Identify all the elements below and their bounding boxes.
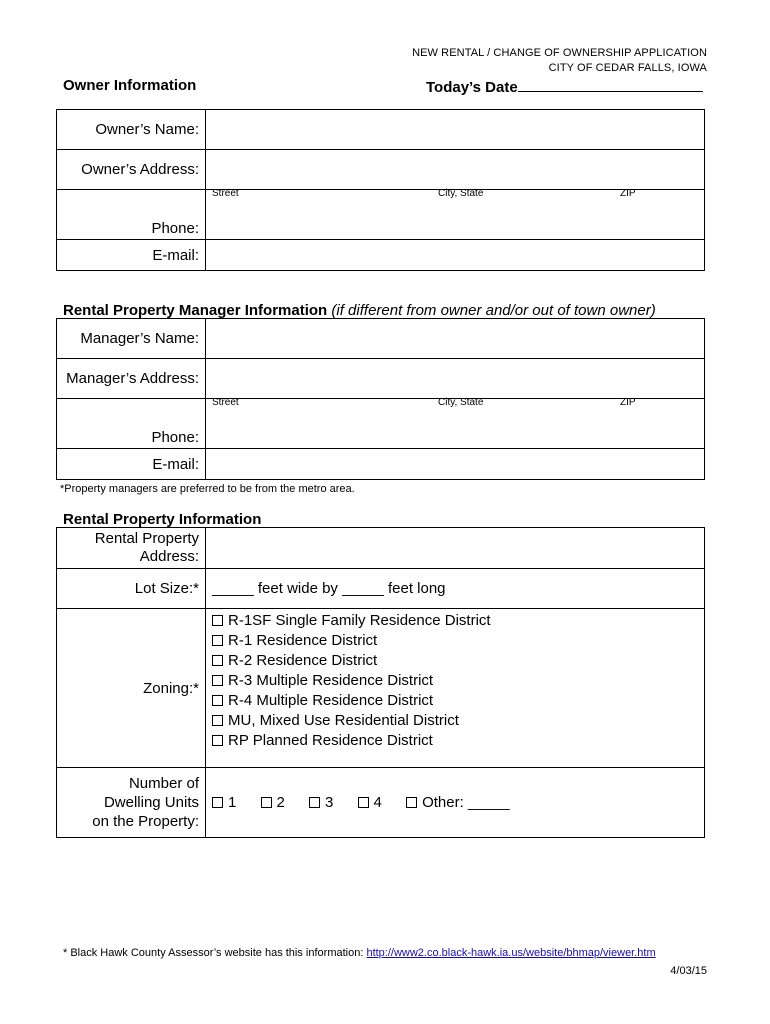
- owner-name-label: Owner’s Name:: [57, 110, 206, 150]
- checkbox-icon[interactable]: [212, 655, 223, 666]
- assessor-link[interactable]: http://www2.co.black-hawk.ia.us/website/bhmap/viewer.htm: [366, 947, 656, 959]
- zoning-option-label: R-2 Residence District: [228, 652, 378, 669]
- zoning-option-label: RP Planned Residence District: [228, 732, 433, 749]
- lot-size-field[interactable]: _____ feet wide by _____ feet long: [206, 569, 705, 609]
- zoning-label: Zoning:*: [57, 609, 206, 768]
- checkbox-icon[interactable]: [309, 797, 320, 808]
- property-address-label-line1: Rental Property: [94, 530, 199, 547]
- zoning-option[interactable]: [212, 691, 704, 711]
- todays-date: [426, 77, 703, 96]
- zoning-option[interactable]: [212, 611, 704, 631]
- units-other-label: Other: _____: [422, 794, 510, 811]
- checkbox-icon[interactable]: [212, 797, 223, 808]
- owner-city-label: City, State: [438, 188, 484, 199]
- manager-zip-label: ZIP: [620, 397, 636, 408]
- owner-street-label: Street: [212, 188, 239, 199]
- manager-email-field[interactable]: [206, 449, 705, 480]
- manager-address-field[interactable]: [206, 359, 705, 399]
- zoning-option[interactable]: [212, 671, 704, 691]
- owner-phone-field[interactable]: [206, 190, 705, 240]
- checkbox-icon[interactable]: [261, 797, 272, 808]
- manager-address-label: Manager’s Address:: [57, 359, 206, 399]
- zoning-option[interactable]: [212, 651, 704, 671]
- manager-section-title: [63, 302, 656, 319]
- checkbox-icon[interactable]: [212, 735, 223, 746]
- zoning-option[interactable]: [212, 731, 704, 751]
- zoning-option-label: R-3 Multiple Residence District: [228, 672, 434, 689]
- units-option-4[interactable]: [358, 794, 382, 811]
- manager-table: [56, 318, 705, 480]
- property-section-title: Rental Property Information: [63, 511, 262, 528]
- manager-name-label: Manager’s Name:: [57, 319, 206, 359]
- manager-footnote: *Property managers are preferred to be from the metro area.: [60, 483, 355, 495]
- manager-name-field[interactable]: [206, 319, 705, 359]
- checkbox-icon[interactable]: [212, 715, 223, 726]
- zoning-option-label: MU, Mixed Use Residential District: [228, 712, 459, 729]
- assessor-note: [63, 947, 656, 959]
- owner-section-title: Owner Information: [63, 77, 197, 94]
- todays-date-field[interactable]: [518, 77, 703, 92]
- property-address-label: [57, 528, 206, 569]
- owner-email-label: E-mail:: [57, 240, 206, 271]
- revision-date: 4/03/15: [670, 965, 707, 977]
- zoning-option-label: R-1SF Single Family Residence District: [228, 612, 491, 629]
- checkbox-icon[interactable]: [212, 675, 223, 686]
- manager-title-text: Rental Property Manager Information: [63, 302, 328, 319]
- manager-phone-label: Phone:: [57, 399, 206, 449]
- owner-zip-label: ZIP: [620, 188, 636, 199]
- checkbox-icon[interactable]: [212, 615, 223, 626]
- checkbox-icon[interactable]: [212, 635, 223, 646]
- owner-email-field[interactable]: [206, 240, 705, 271]
- zoning-option[interactable]: [212, 631, 704, 651]
- property-table: [56, 527, 705, 838]
- units-option-1[interactable]: [212, 794, 236, 811]
- zoning-option-label: R-4 Multiple Residence District: [228, 692, 434, 709]
- units-option-2[interactable]: [261, 794, 285, 811]
- units-option-label: 3: [325, 794, 334, 811]
- dwelling-units-label-line2: Dwelling Units: [103, 794, 199, 811]
- manager-email-label: E-mail:: [57, 449, 206, 480]
- manager-title-note: (if different from owner and/or out of town owner): [331, 302, 656, 319]
- dwelling-units-label-line1: Number of: [128, 775, 199, 792]
- owner-address-field[interactable]: [206, 150, 705, 190]
- zoning-option-label: R-1 Residence District: [228, 632, 378, 649]
- dwelling-units-label-line3: on the Property:: [92, 813, 199, 830]
- manager-street-label: Street: [212, 397, 239, 408]
- lot-size-label: Lot Size:*: [57, 569, 206, 609]
- zoning-option[interactable]: [212, 711, 704, 731]
- owner-table: [56, 109, 705, 271]
- form-title: NEW RENTAL / CHANGE OF OWNERSHIP APPLICATION: [412, 47, 707, 59]
- checkbox-icon[interactable]: [212, 695, 223, 706]
- units-option-label: 4: [373, 794, 382, 811]
- units-option-label: 2: [276, 794, 285, 811]
- property-address-field[interactable]: [206, 528, 705, 569]
- owner-name-field[interactable]: [206, 110, 705, 150]
- dwelling-units-options: [206, 768, 705, 838]
- owner-phone-label: Phone:: [57, 190, 206, 240]
- form-city: CITY OF CEDAR FALLS, IOWA: [548, 62, 707, 74]
- property-address-label-line2: Address:: [139, 548, 199, 565]
- todays-date-label: Today’s Date: [426, 79, 518, 96]
- units-option-label: 1: [228, 794, 237, 811]
- assessor-note-text: * Black Hawk County Assessor’s website has this information:: [63, 947, 367, 959]
- dwelling-units-label: [57, 768, 206, 838]
- checkbox-icon[interactable]: [358, 797, 369, 808]
- owner-address-label: Owner’s Address:: [57, 150, 206, 190]
- units-option-3[interactable]: [309, 794, 333, 811]
- manager-city-label: City, State: [438, 397, 484, 408]
- checkbox-icon[interactable]: [406, 797, 417, 808]
- zoning-options: [206, 609, 705, 768]
- units-option-other[interactable]: [406, 794, 510, 811]
- manager-phone-field[interactable]: [206, 399, 705, 449]
